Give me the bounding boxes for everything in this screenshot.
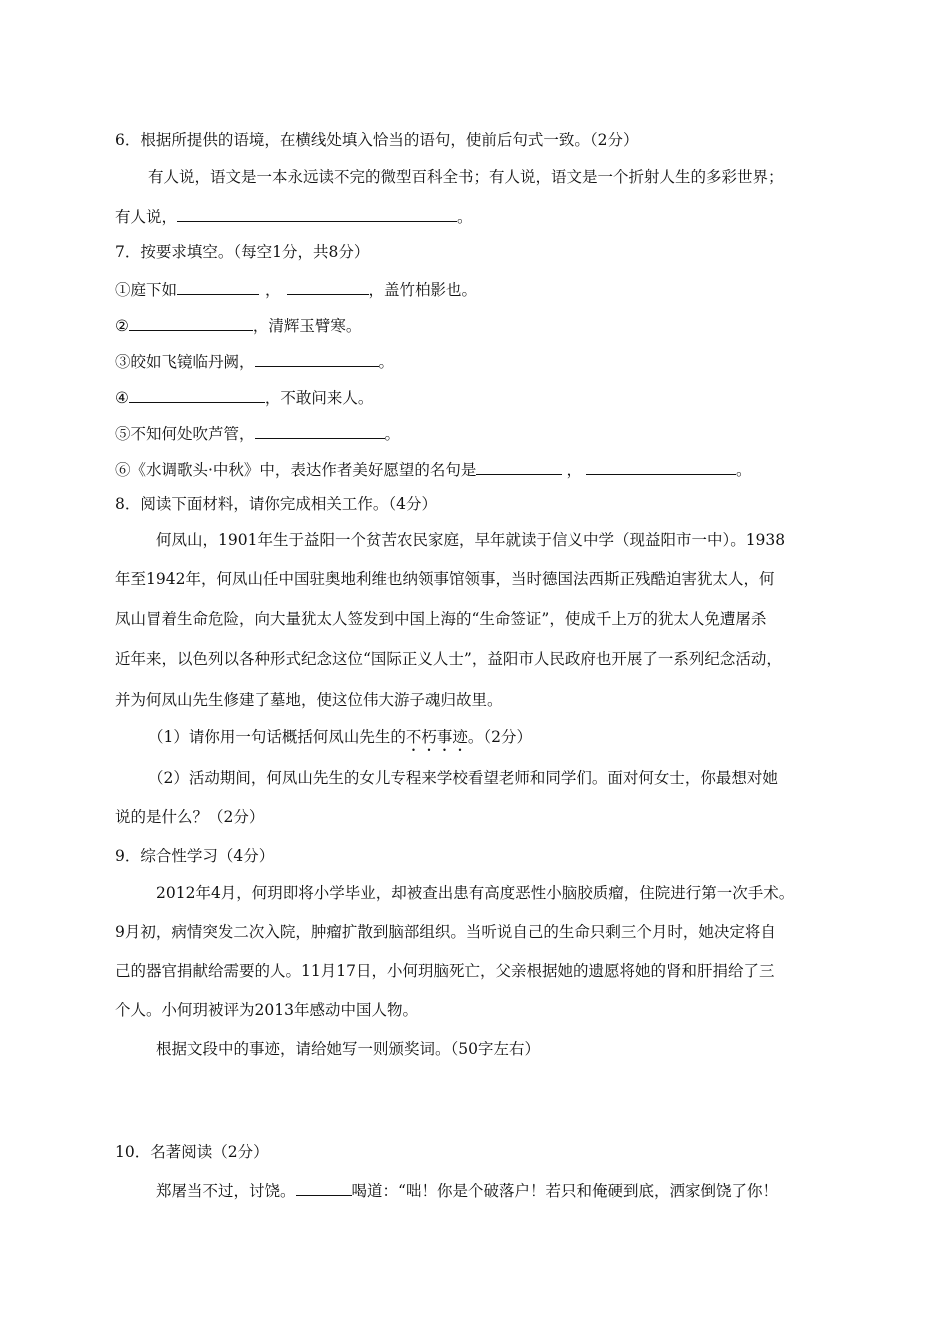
q6-prefix: 有人说， <box>115 208 178 226</box>
q7-item-2-blank[interactable] <box>129 314 253 331</box>
q6-title: 6．根据所提供的语境，在横线处填入恰当的语句，使前后句式一致。（2分） <box>115 131 639 149</box>
q9-para-line: 己的器官捐献给需要的人。11月17日，小何玥脑死亡，父亲根据她的遗愿将她的肾和肝捐给了三 <box>115 962 775 980</box>
q7-item-3-suffix: 。 <box>378 353 395 371</box>
q8-sub1-suffix: 。（2分） <box>467 728 533 746</box>
q7-item-6-blank-a[interactable] <box>476 458 562 475</box>
q8-title: 8．阅读下面材料，请你完成相关工作。（4分） <box>115 495 437 513</box>
q9-para-line: 2012年4月，何玥即将小学毕业，却被查出患有高度恶性小脑胶质瘤，住院进行第一次手术。 <box>156 884 795 902</box>
q7-item-2-prefix: ② <box>115 317 129 335</box>
q8-sub2-line1: （2）活动期间，何凤山先生的女儿专程来学校看望老师和同学们。面对何女士，你最想对她 <box>148 769 778 787</box>
q10-line <box>156 1179 778 1201</box>
q7-item-5-blank[interactable] <box>255 422 385 439</box>
q7-item-5-suffix: 。 <box>384 425 401 443</box>
q8-para-line: 何凤山，1901年生于益阳一个贫苦农民家庭，早年就读于信义中学（现益阳市一中）。1938 <box>156 531 786 549</box>
q7-item-3 <box>115 350 394 372</box>
q9-para-line: 9月初，病情突发二次入院，肿瘤扩散到脑部组织。当听说自己的生命只剩三个月时，她决定将自 <box>115 923 776 941</box>
q10-answer-blank[interactable] <box>296 1179 352 1196</box>
q7-title: 7．按要求填空。（每空1分，共8分） <box>115 243 370 261</box>
q9-task: 根据文段中的事迹，请给她写一则颁奖词。（50字左右） <box>156 1040 540 1058</box>
q7-item-6-suffix: 。 <box>735 461 752 479</box>
q10-title: 10．名著阅读（2分） <box>115 1143 269 1161</box>
q7-item-6 <box>115 458 751 480</box>
q7-item-3-prefix: ③皎如飞镜临丹阙， <box>115 353 255 371</box>
q6-suffix: 。 <box>457 208 473 226</box>
q9-title: 9．综合性学习（4分） <box>115 847 275 865</box>
q10-suffix: 喝道：“咄！你是个破落户！若只和俺硬到底，洒家倒饶了你！ <box>351 1182 778 1200</box>
q7-item-1-suffix: ，盖竹柏影也。 <box>368 281 478 299</box>
q8-sub2-line2: 说的是什么？（2分） <box>115 808 265 826</box>
q6-answer-blank[interactable] <box>177 205 457 222</box>
q6-fill-line <box>115 205 473 227</box>
q6-context: 有人说，语文是一本永远读不完的微型百科全书；有人说，语文是一个折射人生的多彩世界； <box>148 168 784 186</box>
q7-item-1-blank-a[interactable] <box>177 278 259 295</box>
q8-sub1 <box>148 727 532 755</box>
q7-item-1-blank-b[interactable] <box>287 278 369 295</box>
q7-item-4-prefix: ④ <box>115 389 129 407</box>
q7-item-4-blank[interactable] <box>129 386 265 403</box>
q8-para-line: 近年来，以色列以各种形式纪念这位“国际正义人士”，益阳市人民政府也开展了一系列纪念活动， <box>115 650 782 668</box>
q7-item-6-prefix: ⑥《水调歌头·中秋》中，表达作者美好愿望的名句是 <box>115 461 477 479</box>
q7-item-1 <box>115 278 477 300</box>
q7-item-4-suffix: ，不敢问来人。 <box>264 389 374 407</box>
q7-item-2-suffix: ，清辉玉臂寒。 <box>252 317 362 335</box>
q7-item-2 <box>115 314 361 336</box>
q8-para-line: 并为何凤山先生修建了墓地，使这位伟大游子魂归故里。 <box>115 691 503 709</box>
q8-sub1-prefix: （1）请你用一句话概括何凤山先生的 <box>148 728 406 746</box>
q8-sub1-emphasis: 不朽事迹 <box>405 728 468 746</box>
q7-item-4 <box>115 386 373 408</box>
q10-prefix: 郑屠当不过，讨饶。 <box>156 1182 296 1200</box>
q9-para-line: 个人。小何玥被评为2013年感动中国人物。 <box>115 1001 418 1019</box>
q7-item-6-blank-b[interactable] <box>586 458 736 475</box>
q7-item-3-blank[interactable] <box>255 350 379 367</box>
q7-item-1-prefix: ①庭下如 <box>115 281 178 299</box>
q8-para-line: 凤山冒着生命危险，向大量犹太人签发到中国上海的“生命签证”，使成千上万的犹太人免遭屠杀 <box>115 610 767 628</box>
q7-item-6-mid: ， <box>566 461 582 479</box>
q7-item-5 <box>115 422 400 444</box>
q8-para-line: 年至1942年，何凤山任中国驻奥地利维也纳领事馆领事，当时德国法西斯正残酷迫害犹太人，何 <box>115 570 775 588</box>
q7-item-1-mid: ， <box>265 281 281 299</box>
q7-item-5-prefix: ⑤不知何处吹芦管， <box>115 425 255 443</box>
